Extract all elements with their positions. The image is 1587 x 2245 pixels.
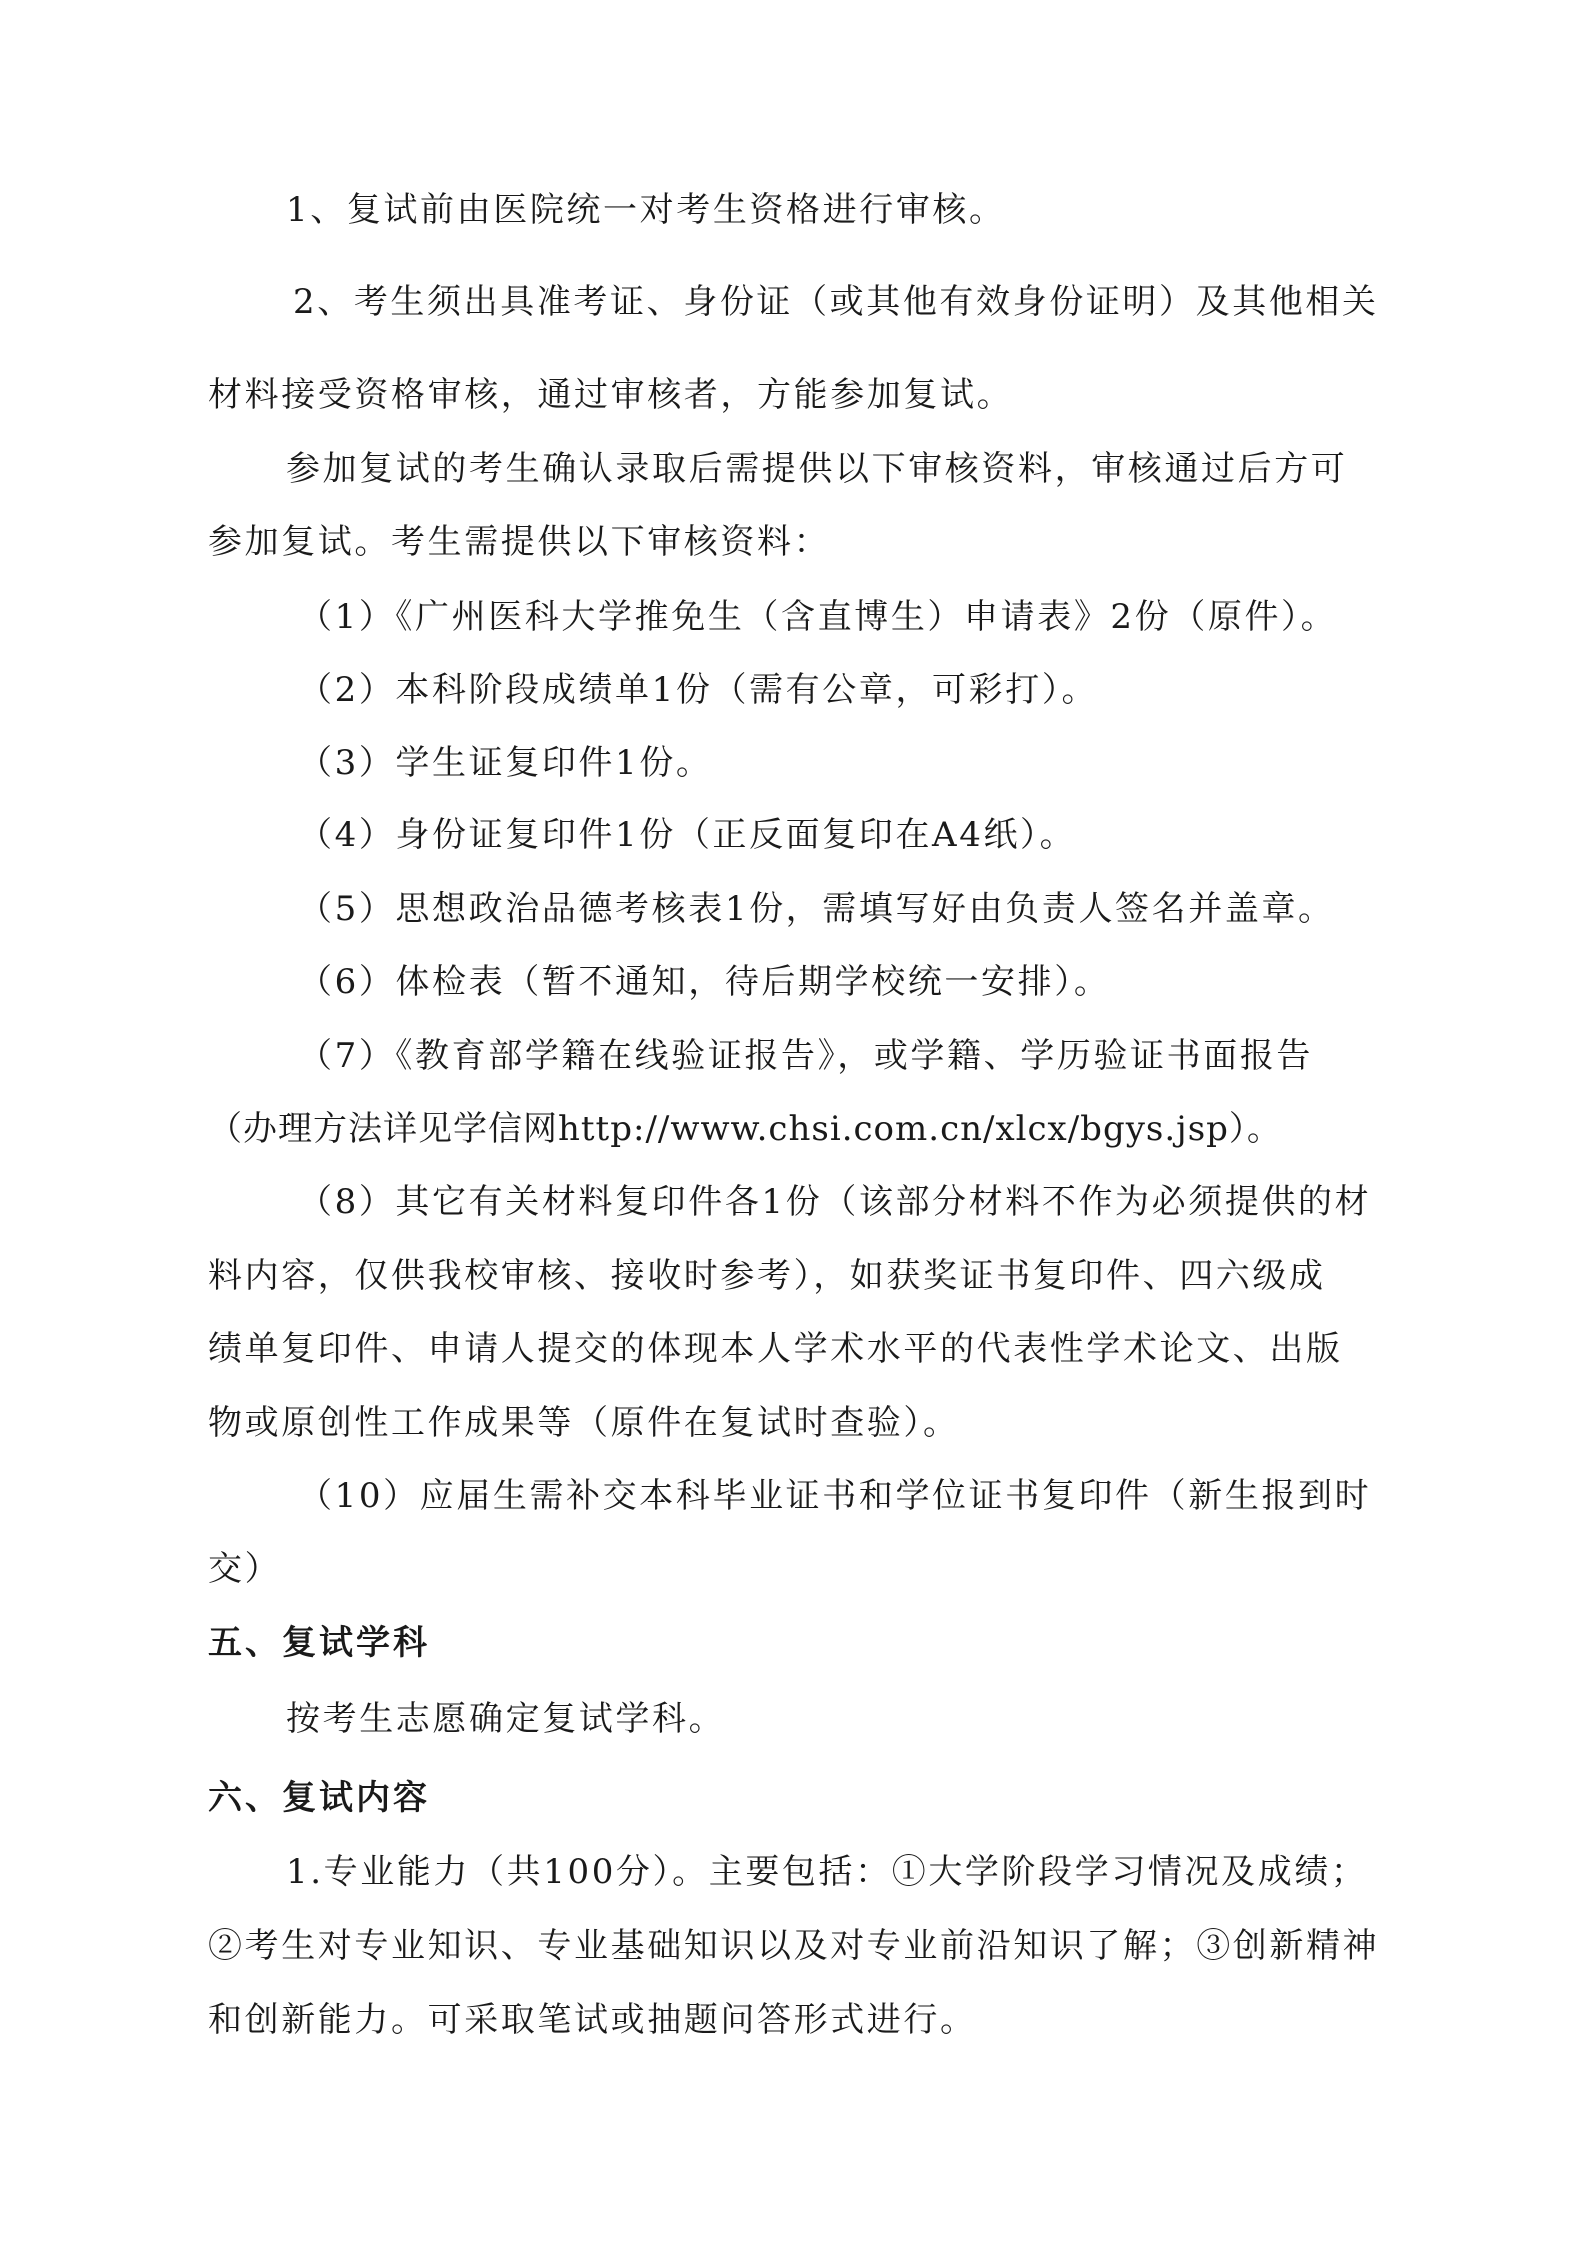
- section-heading-6: 六、复试内容: [208, 1778, 430, 1818]
- section-heading-5: 五、复试学科: [208, 1623, 430, 1663]
- materials-intro-cont: 参加复试。考生需提供以下审核资料：: [208, 522, 831, 562]
- material-10: （10）应届生需补交本科毕业证书和学位证书复印件（新生报到时: [298, 1476, 1372, 1516]
- materials-intro: 参加复试的考生确认录取后需提供以下审核资料，审核通过后方可: [286, 449, 1348, 489]
- review-item-2-cont: 材料接受资格审核，通过审核者，方能参加复试。: [208, 375, 1014, 415]
- material-2: （2）本科阶段成绩单1份（需有公章，可彩打）。: [298, 670, 1099, 710]
- review-item-2: 2、考生须出具准考证、身份证（或其他有效身份证明）及其他相关: [293, 282, 1379, 322]
- section-5-body: 按考生志愿确定复试学科。: [286, 1699, 726, 1739]
- material-5: （5）思想政治品德考核表1份，需填写好由负责人签名并盖章。: [298, 889, 1335, 929]
- section-6-item-1-cont-2: 和创新能力。可采取笔试或抽题问答形式进行。: [208, 2000, 977, 2040]
- material-10-cont: 交）: [208, 1549, 282, 1589]
- material-3: （3）学生证复印件1份。: [298, 743, 713, 783]
- material-8-cont-2: 绩单复印件、申请人提交的体现本人学术水平的代表性学术论文、出版: [208, 1329, 1343, 1369]
- material-7-cont: （办理方法详见学信网http://www.chsi.com.cn/xlcx/bgys.jsp）。: [208, 1109, 1282, 1149]
- section-6-item-1: 1.专业能力（共100分）。主要包括：①大学阶段学习情况及成绩；: [286, 1852, 1368, 1892]
- material-8-cont-1: 料内容，仅供我校审核、接收时参考），如获奖证书复印件、四六级成: [208, 1256, 1326, 1296]
- material-6: （6）体检表（暂不通知，待后期学校统一安排）。: [298, 962, 1111, 1002]
- material-8: （8）其它有关材料复印件各1份（该部分材料不作为必须提供的材: [298, 1182, 1372, 1222]
- material-8-cont-3: 物或原创性工作成果等（原件在复试时查验）。: [208, 1403, 960, 1443]
- section-6-item-1-cont: ②考生对专业知识、专业基础知识以及对专业前沿知识了解；③创新精神: [208, 1926, 1380, 1966]
- material-1: （1）《广州医科大学推免生（含直博生）申请表》2份（原件）。: [298, 597, 1338, 637]
- review-item-1: 1、复试前由医院统一对考生资格进行审核。: [286, 190, 1006, 230]
- material-7: （7）《教育部学籍在线验证报告》，或学籍、学历验证书面报告: [298, 1036, 1314, 1076]
- material-4: （4）身份证复印件1份（正反面复印在A4纸）。: [298, 815, 1077, 855]
